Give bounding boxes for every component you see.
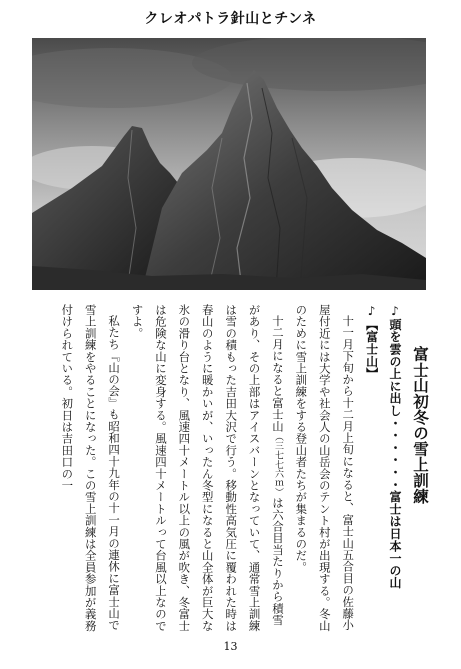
paragraph-1: 十一月下旬から十二月上旬になると、富士山五合目の佐藤小屋付近には大学や社会人の山岳会のテント村が出現する。冬山のために雪上訓練をする登山者たちが集まるのだ。 — [294, 304, 356, 632]
elevation-note: （三七七六ｍ） — [272, 432, 283, 498]
paragraph-2-rest: は六合目当たりから積雪があり、その上部はアイスバーンとなっていて、通常雪上訓練は雪の積もった吉田大沢で行う。移動性高気圧に覆われた時は春山のように暖かいが、いったん冬型になると山全体が巨大な氷の滑り台となり、風速四十メートル以上の風が吹き、冬富士は危険な山に変身する。風速四十メートルって台風以上なのですよ。 — [130, 304, 285, 632]
page-number: 13 — [223, 640, 238, 653]
photo-caption: クレオパトラ針山とチンネ — [144, 11, 317, 27]
mountain-photo — [32, 38, 426, 290]
article-body — [24, 304, 434, 637]
paragraph-2-start: 十二月になると富士山 — [270, 315, 285, 433]
paragraph-3: 私たち『山の会』も昭和四十九年の十一月の連休に富士山で雪上訓練をやることになった。この雪上訓練は全員参加が義務付けられている。初日は吉田口の一 — [60, 304, 122, 632]
song-lyric-line: ♪頭を雲の上に出し・・・・・・富士は日本一の山 — [388, 304, 402, 589]
paragraph-2 — [125, 304, 289, 637]
song-title-line: ♪【富士山】 — [364, 304, 379, 380]
article-title: 富士山初冬の雪上訓練 — [411, 346, 429, 504]
